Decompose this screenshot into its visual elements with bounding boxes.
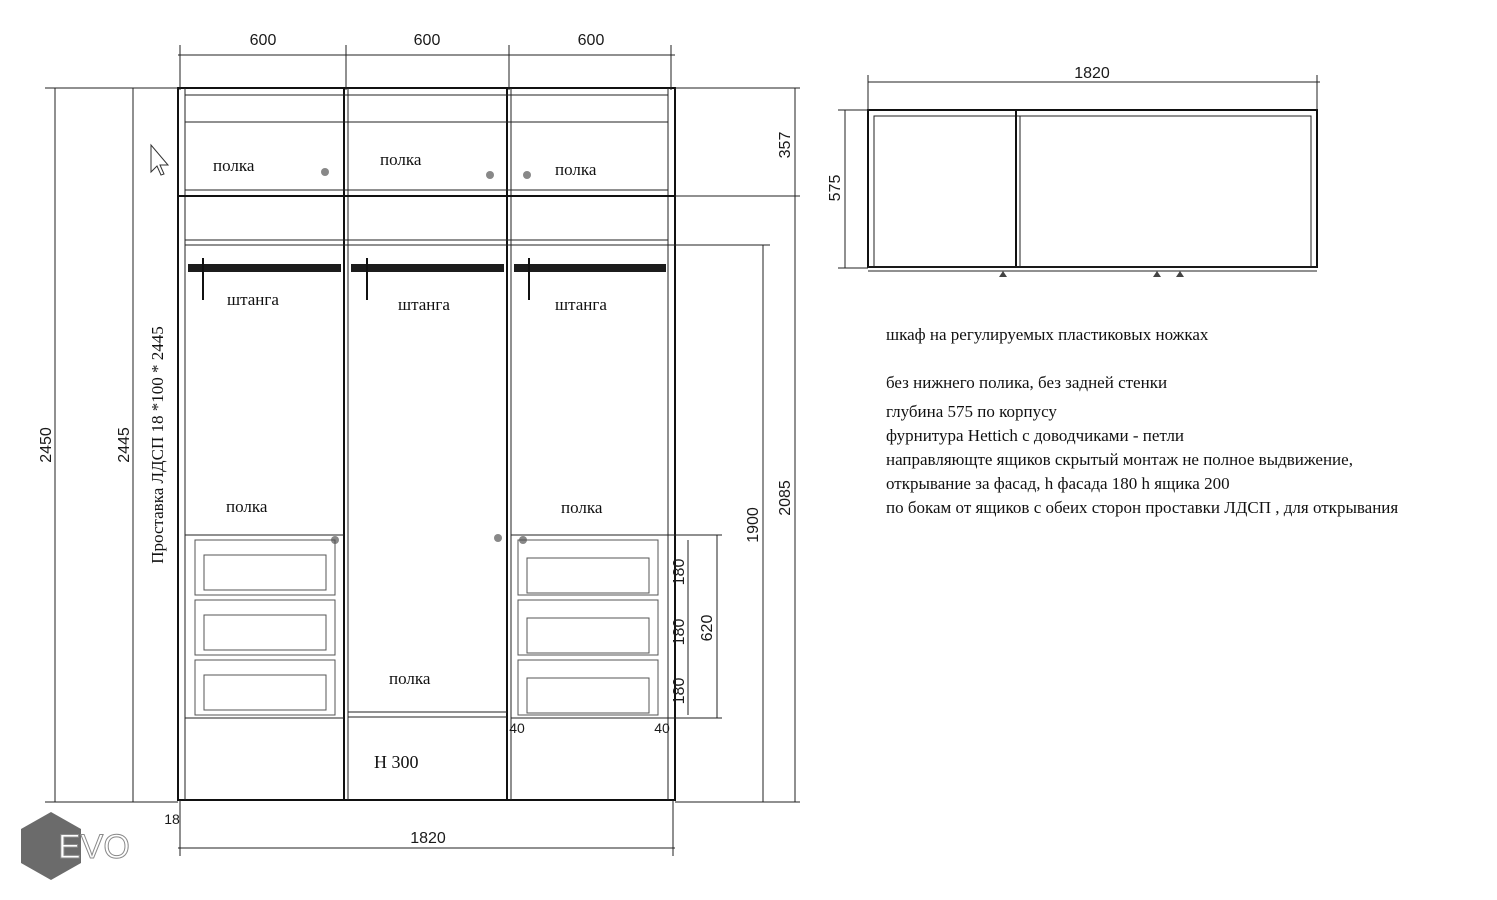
dim-height-top: 357 — [777, 131, 794, 159]
note-line-1: шкаф на регулируемых пластиковых ножках — [886, 325, 1209, 344]
label-shelf-top-3: полка — [555, 160, 597, 179]
top-view-outline — [868, 110, 1317, 267]
dim-height-drawers: 620 — [699, 614, 716, 642]
dim-height-side: 2085 — [777, 480, 794, 516]
logo-text: EVO — [58, 828, 130, 866]
label-shelf-top-1: полка — [213, 156, 255, 175]
label-bottom-box: H 300 — [374, 752, 419, 772]
front-view — [178, 88, 675, 800]
dim-height-body: 2445 — [116, 427, 133, 463]
top-dim-width: 1820 — [1074, 65, 1110, 82]
dim-gap-right: 40 — [654, 720, 670, 736]
label-shelf-top-2: полка — [380, 150, 422, 169]
dim-drawer-3: 180 — [671, 677, 688, 705]
label-rod-1: штанга — [227, 290, 279, 309]
spacer-note: Проставка ЛДСП 18 *100 * 2445 — [148, 326, 167, 564]
carcass-outline — [178, 88, 675, 800]
dim-panel-thickness: 18 — [164, 811, 180, 827]
label-shelf-left: полка — [226, 497, 268, 516]
note-line-5: направляющте ящиков скрытый монтаж не полное выдвижение, — [886, 450, 1353, 469]
dim-gap-left: 40 — [509, 720, 525, 736]
note-line-2: без нижнего полика, без задней стенки — [886, 373, 1168, 392]
note-line-6: открывание за фасад, h фасада 180 h ящика 200 — [886, 474, 1230, 493]
dim-width-2: 600 — [413, 32, 441, 49]
label-rod-3: штанга — [555, 295, 607, 314]
rod-2 — [351, 264, 504, 272]
label-shelf-middle: полка — [389, 669, 431, 688]
dim-height-inner: 1900 — [745, 507, 762, 543]
dim-width-1: 600 — [249, 32, 277, 49]
cursor-icon — [151, 145, 168, 175]
label-shelf-right: полка — [561, 498, 603, 517]
note-line-3: глубина 575 по корпусу — [886, 402, 1057, 421]
label-rod-2: штанга — [398, 295, 450, 314]
top-dim-depth: 575 — [827, 174, 844, 202]
dim-width-3: 600 — [577, 32, 605, 49]
dim-drawer-1: 180 — [671, 558, 688, 586]
note-line-7: по бокам от ящиков с обеих сторон проставки ЛДСП , для открывания — [886, 498, 1399, 517]
rod-3 — [514, 264, 666, 272]
rod-1 — [188, 264, 341, 272]
note-line-4: фурнитура Hettich с доводчиками - петли — [886, 426, 1185, 445]
dim-total-width: 1820 — [410, 830, 446, 847]
evo-logo — [21, 812, 130, 880]
dim-drawer-2: 180 — [671, 618, 688, 646]
dim-height-total: 2450 — [38, 427, 55, 463]
top-view — [838, 75, 1320, 277]
